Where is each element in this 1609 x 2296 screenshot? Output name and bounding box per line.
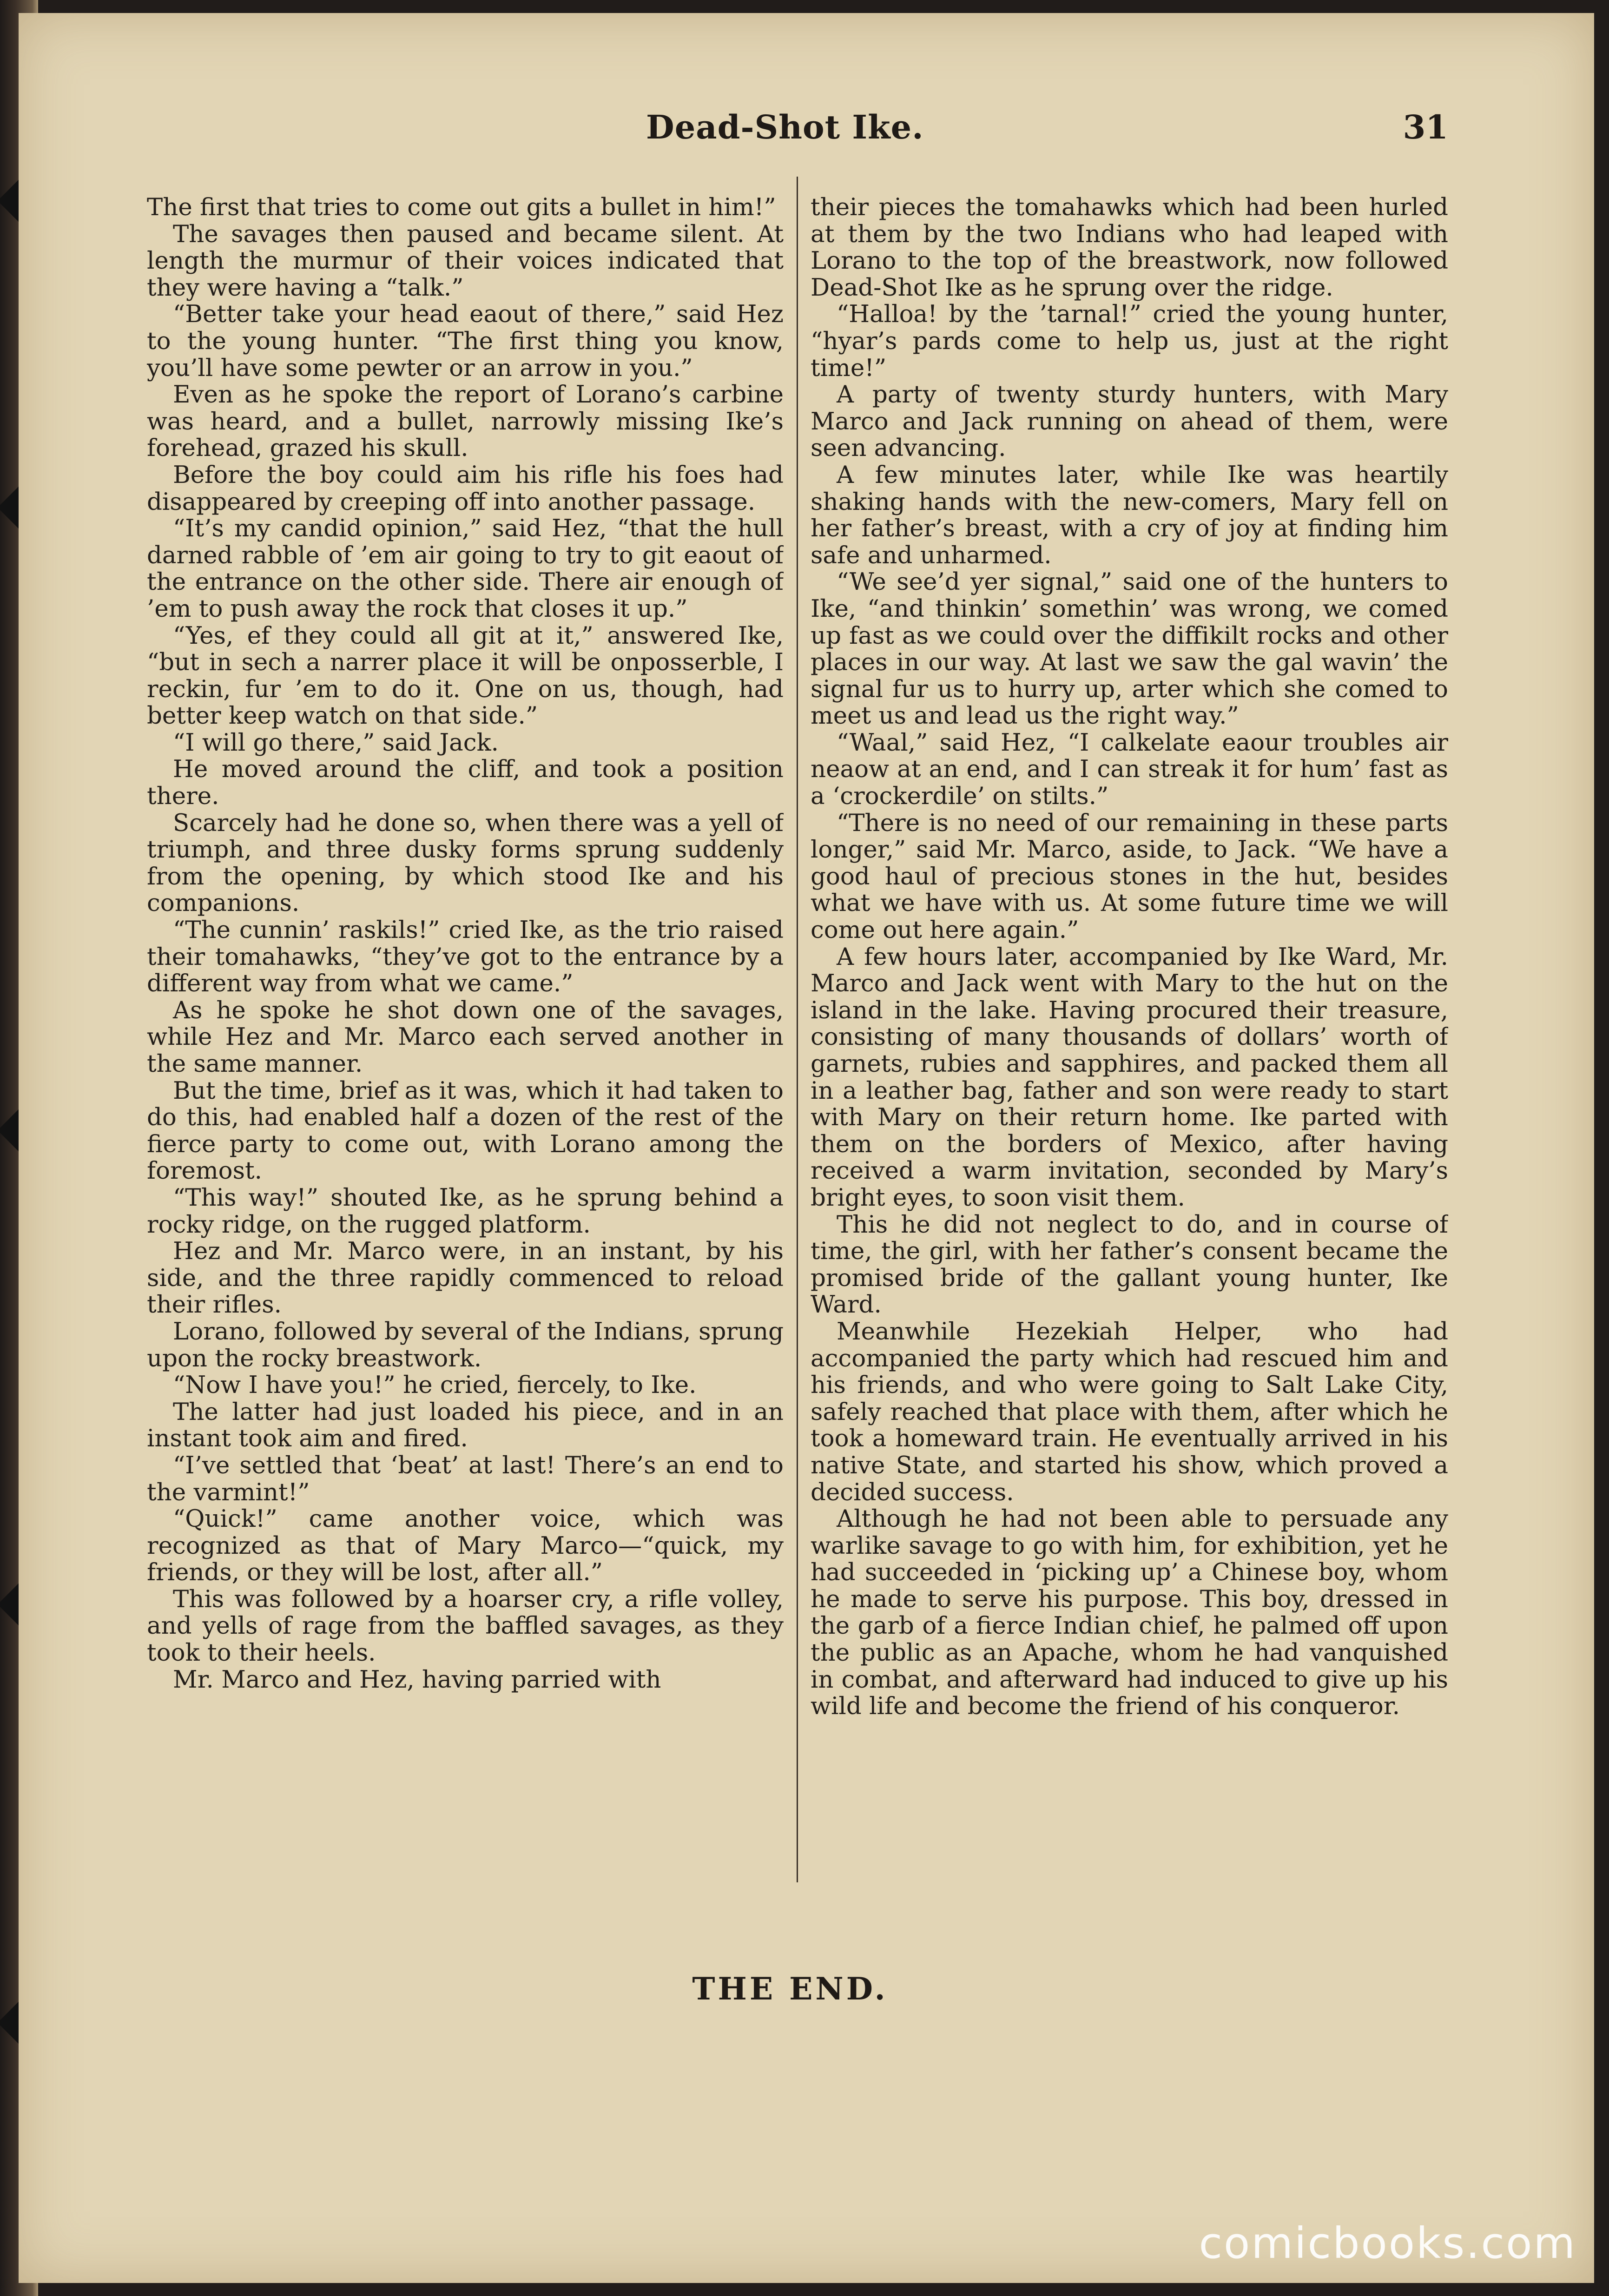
paragraph: He moved around the cliff, and took a position there.	[147, 755, 784, 811]
paragraph: “We see’d yer signal,” said one of the hunters to Ike, “and thinkin’ somethin’ was wrong, we comed up fast as we could over the diffikilt rocks and other places in our way. At last we saw the gal wavin’ the signal fur us to hurry up, arter which she comed to meet us and lead us the right way.”	[811, 568, 1448, 730]
paragraph: The savages then paused and became silent. At length the murmur of their voices indicated that they were having a “talk.”	[147, 220, 784, 302]
paragraph: “It’s my candid opinion,” said Hez, “that the hull darned rabble of ’em air going to try to git eaout of the entrance on the other side. There air enough of ’em to push away the rock that closes it up.”	[147, 515, 784, 623]
right-text-column	[811, 194, 1448, 1886]
paragraph: “I will go there,” said Jack.	[173, 728, 499, 757]
paragraph: A party of twenty sturdy hunters, with Mary Marco and Jack running on ahead of them, were seen advancing.	[811, 381, 1448, 462]
paragraph: “I’ve settled that ‘beat’ at last! There’s an end to the varmint!”	[147, 1451, 784, 1506]
paragraph: Lorano, followed by several of the Indians, sprung upon the rocky breastwork.	[147, 1317, 784, 1372]
paragraph: “Now I have you!” he cried, fiercely, to Ike.	[173, 1371, 697, 1399]
paragraph: Scarcely had he done so, when there was a yell of triumph, and three dusky forms sprung suddenly from the opening, by which stood Ike and his companions.	[147, 809, 784, 917]
paragraph: This he did not neglect to do, and in course of time, the girl, with her father’s consent became the promised bride of the gallant young hunter, Ike Ward.	[811, 1210, 1448, 1319]
paragraph: The latter had just loaded his piece, and in an instant took aim and fired.	[147, 1398, 784, 1453]
paragraph: their pieces the tomahawks which had been hurled at them by the two Indians who had leaped with Lorano to the top of the breastwork, now followed Dead-Shot Ike as he sprung over the ridge.	[811, 194, 1448, 302]
column-divider	[797, 177, 798, 1882]
paragraph: “Waal,” said Hez, “I calkelate eaour troubles air neaow at an end, and I can streak it for hum’ fast as a ‘crockerdile’ on stilts.”	[811, 728, 1448, 811]
paragraph: Even as he spoke the report of Lorano’s carbine was heard, and a bullet, narrowly missing Ike’s forehead, grazed his skull.	[147, 381, 784, 462]
running-title: Dead-Shot Ike.	[646, 108, 924, 146]
paragraph: This was followed by a hoarser cry, a rifle volley, and yells of rage from the baffled savages, as they took to their heels.	[147, 1585, 784, 1667]
paragraph: “Halloa! by the ’tarnal!” cried the young hunter, “hyar’s pards come to help us, just at the right time!”	[811, 300, 1448, 382]
paragraph: Before the boy could aim his rifle his foes had disappeared by creeping off into another passage.	[147, 461, 784, 516]
paragraph: “There is no need of our remaining in these parts longer,” said Mr. Marco, aside, to Jack. “We have a good haul of precious stones in the hut, besides what we have with us. At some future time we will come out here again.”	[811, 809, 1448, 944]
paragraph: The first that tries to come out gits a bullet in him!”	[147, 194, 776, 221]
paragraph: As he spoke he shot down one of the savages, while Hez and Mr. Marco each served another in the same manner.	[147, 996, 784, 1078]
paragraph: “The cunnin’ raskils!” cried Ike, as the trio raised their tomahawks, “they’ve got to the entrance by a different way from what we came.”	[147, 916, 784, 998]
paragraph: “Better take your head eaout of there,” said Hez to the young hunter. “The first thing you know, you’ll have some pewter or an arrow in you.”	[147, 300, 784, 382]
site-watermark: comicbooks.com	[1199, 2218, 1576, 2268]
paragraph: A few minutes later, while Ike was heartily shaking hands with the new-comers, Mary fell on her father’s breast, with a cry of joy at finding him safe and unharmed.	[811, 461, 1448, 569]
paragraph: “Quick!” came another voice, which was recognized as that of Mary Marco—“quick, my friends, or they will be lost, after all.”	[147, 1505, 784, 1587]
paragraph: Meanwhile Hezekiah Helper, who had accompanied the party which had rescued him and his friends, and who were going to Salt Lake City, safely reached that place with them, after which he took a homeward train. He eventually arrived in his native State, and started his show, which proved a decided success.	[811, 1317, 1448, 1506]
paragraph: “Yes, ef they could all git at it,” answered Ike, “but in sech a narrer place it will be onposserble, I reckin, fur ’em to do it. One on us, though, had better keep watch on that side.”	[147, 621, 784, 730]
paragraph: Although he had not been able to persuade any warlike savage to go with him, for exhibition, yet he had succeeded in ‘picking up’ a Chinese boy, whom he made to serve his purpose. This boy, dressed in the garb of a fierce Indian chief, he palmed off upon the public as an Apache, whom he had vanquished in combat, and afterward had induced to give up his wild life and become the friend of his conqueror.	[811, 1505, 1448, 1721]
paragraph: “This way!” shouted Ike, as he sprung behind a rocky ridge, on the rugged platform.	[147, 1183, 784, 1239]
paragraph: Hez and Mr. Marco were, in an instant, by his side, and the three rapidly commenced to reload their rifles.	[147, 1237, 784, 1319]
paragraph: A few hours later, accompanied by Ike Ward, Mr. Marco and Jack went with Mary to the hut on the island in the lake. Having procured their treasure, consisting of many thousands of dollars’ worth of garnets, rubies and sapphires, and packed them all in a leather bag, father and son were ready to start with Mary on their return home. Ike parted with them on the borders of Mexico, after having received a warm invitation, seconded by Mary’s bright eyes, to soon visit them.	[811, 943, 1448, 1212]
paragraph: Mr. Marco and Hez, having parried with	[173, 1665, 661, 1694]
paragraph: But the time, brief as it was, which it had taken to do this, had enabled half a dozen of the rest of the fierce party to come out, with Lorano among the foremost.	[147, 1076, 784, 1185]
page-number: 31	[1403, 108, 1448, 146]
end-marker: THE END.	[692, 1971, 888, 2007]
left-text-column	[147, 194, 784, 1886]
running-header	[581, 108, 1448, 159]
